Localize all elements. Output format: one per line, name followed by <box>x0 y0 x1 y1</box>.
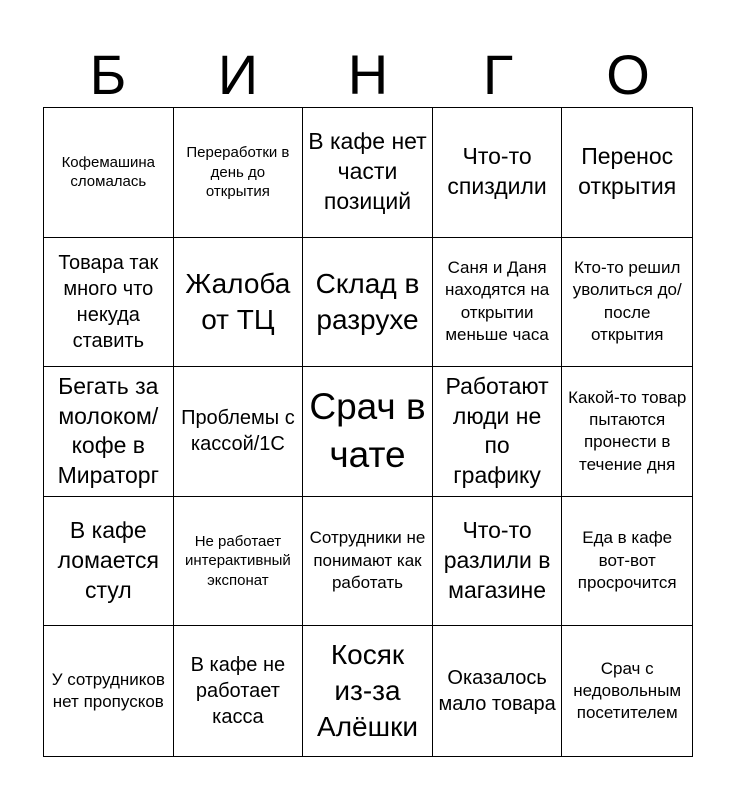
bingo-cell-free[interactable]: Срач в чате <box>303 367 433 497</box>
bingo-cell[interactable]: Саня и Даня находятся на открытии меньше часа <box>433 238 563 368</box>
header-letter-n: Н <box>347 43 389 106</box>
bingo-cell[interactable]: Кофемашина сломалась <box>44 108 174 238</box>
bingo-cell[interactable]: Какой-то товар пытаются пронести в течение дня <box>562 367 692 497</box>
bingo-header <box>43 44 693 106</box>
bingo-cell[interactable]: Переработки в день до открытия <box>174 108 304 238</box>
bingo-cell[interactable]: Срач с недовольным посетителем <box>573 658 682 723</box>
bingo-cell[interactable]: Перенос открытия <box>562 108 692 238</box>
bingo-cell[interactable]: Что-то спиздили <box>433 108 563 238</box>
bingo-cell[interactable]: Оказалось мало товара <box>433 626 563 756</box>
bingo-cell[interactable]: Еда в кафе вот-вот просрочится <box>562 497 692 627</box>
bingo-cell[interactable]: У сотрудников нет пропусков <box>44 626 174 756</box>
bingo-cell[interactable]: Не работает интерактивный экспонат <box>174 497 304 627</box>
bingo-cell[interactable]: В кафе нет части позиций <box>303 108 433 238</box>
bingo-cell[interactable]: Работают люди не по графику <box>433 367 563 497</box>
header-letter-b: Б <box>89 43 127 106</box>
bingo-cell[interactable]: В кафе ломается стул <box>44 497 174 627</box>
bingo-cell[interactable]: Склад в разрухе <box>303 238 433 368</box>
bingo-cell[interactable]: Косяк из-за Алёшки <box>303 626 433 756</box>
bingo-cell[interactable]: Проблемы с кассой/1С <box>174 367 304 497</box>
bingo-cell[interactable]: Бегать за молоком/ кофе в Мираторг <box>44 367 174 497</box>
bingo-cell[interactable]: Товара так много что некуда ставить <box>44 238 174 368</box>
bingo-cell[interactable]: В кафе не работает касса <box>174 626 304 756</box>
header-letter-o: О <box>606 43 650 106</box>
bingo-cell[interactable]: Кто-то решил уволиться до/после открытия <box>562 238 692 368</box>
bingo-grid <box>43 107 693 757</box>
header-letter-g: Г <box>482 43 514 106</box>
header-letter-i: И <box>217 43 259 106</box>
bingo-cell[interactable]: Сотрудники не понимают как работать <box>303 497 433 627</box>
bingo-cell[interactable]: Что-то разлили в магазине <box>433 497 563 627</box>
bingo-cell[interactable]: Жалоба от ТЦ <box>174 238 304 368</box>
